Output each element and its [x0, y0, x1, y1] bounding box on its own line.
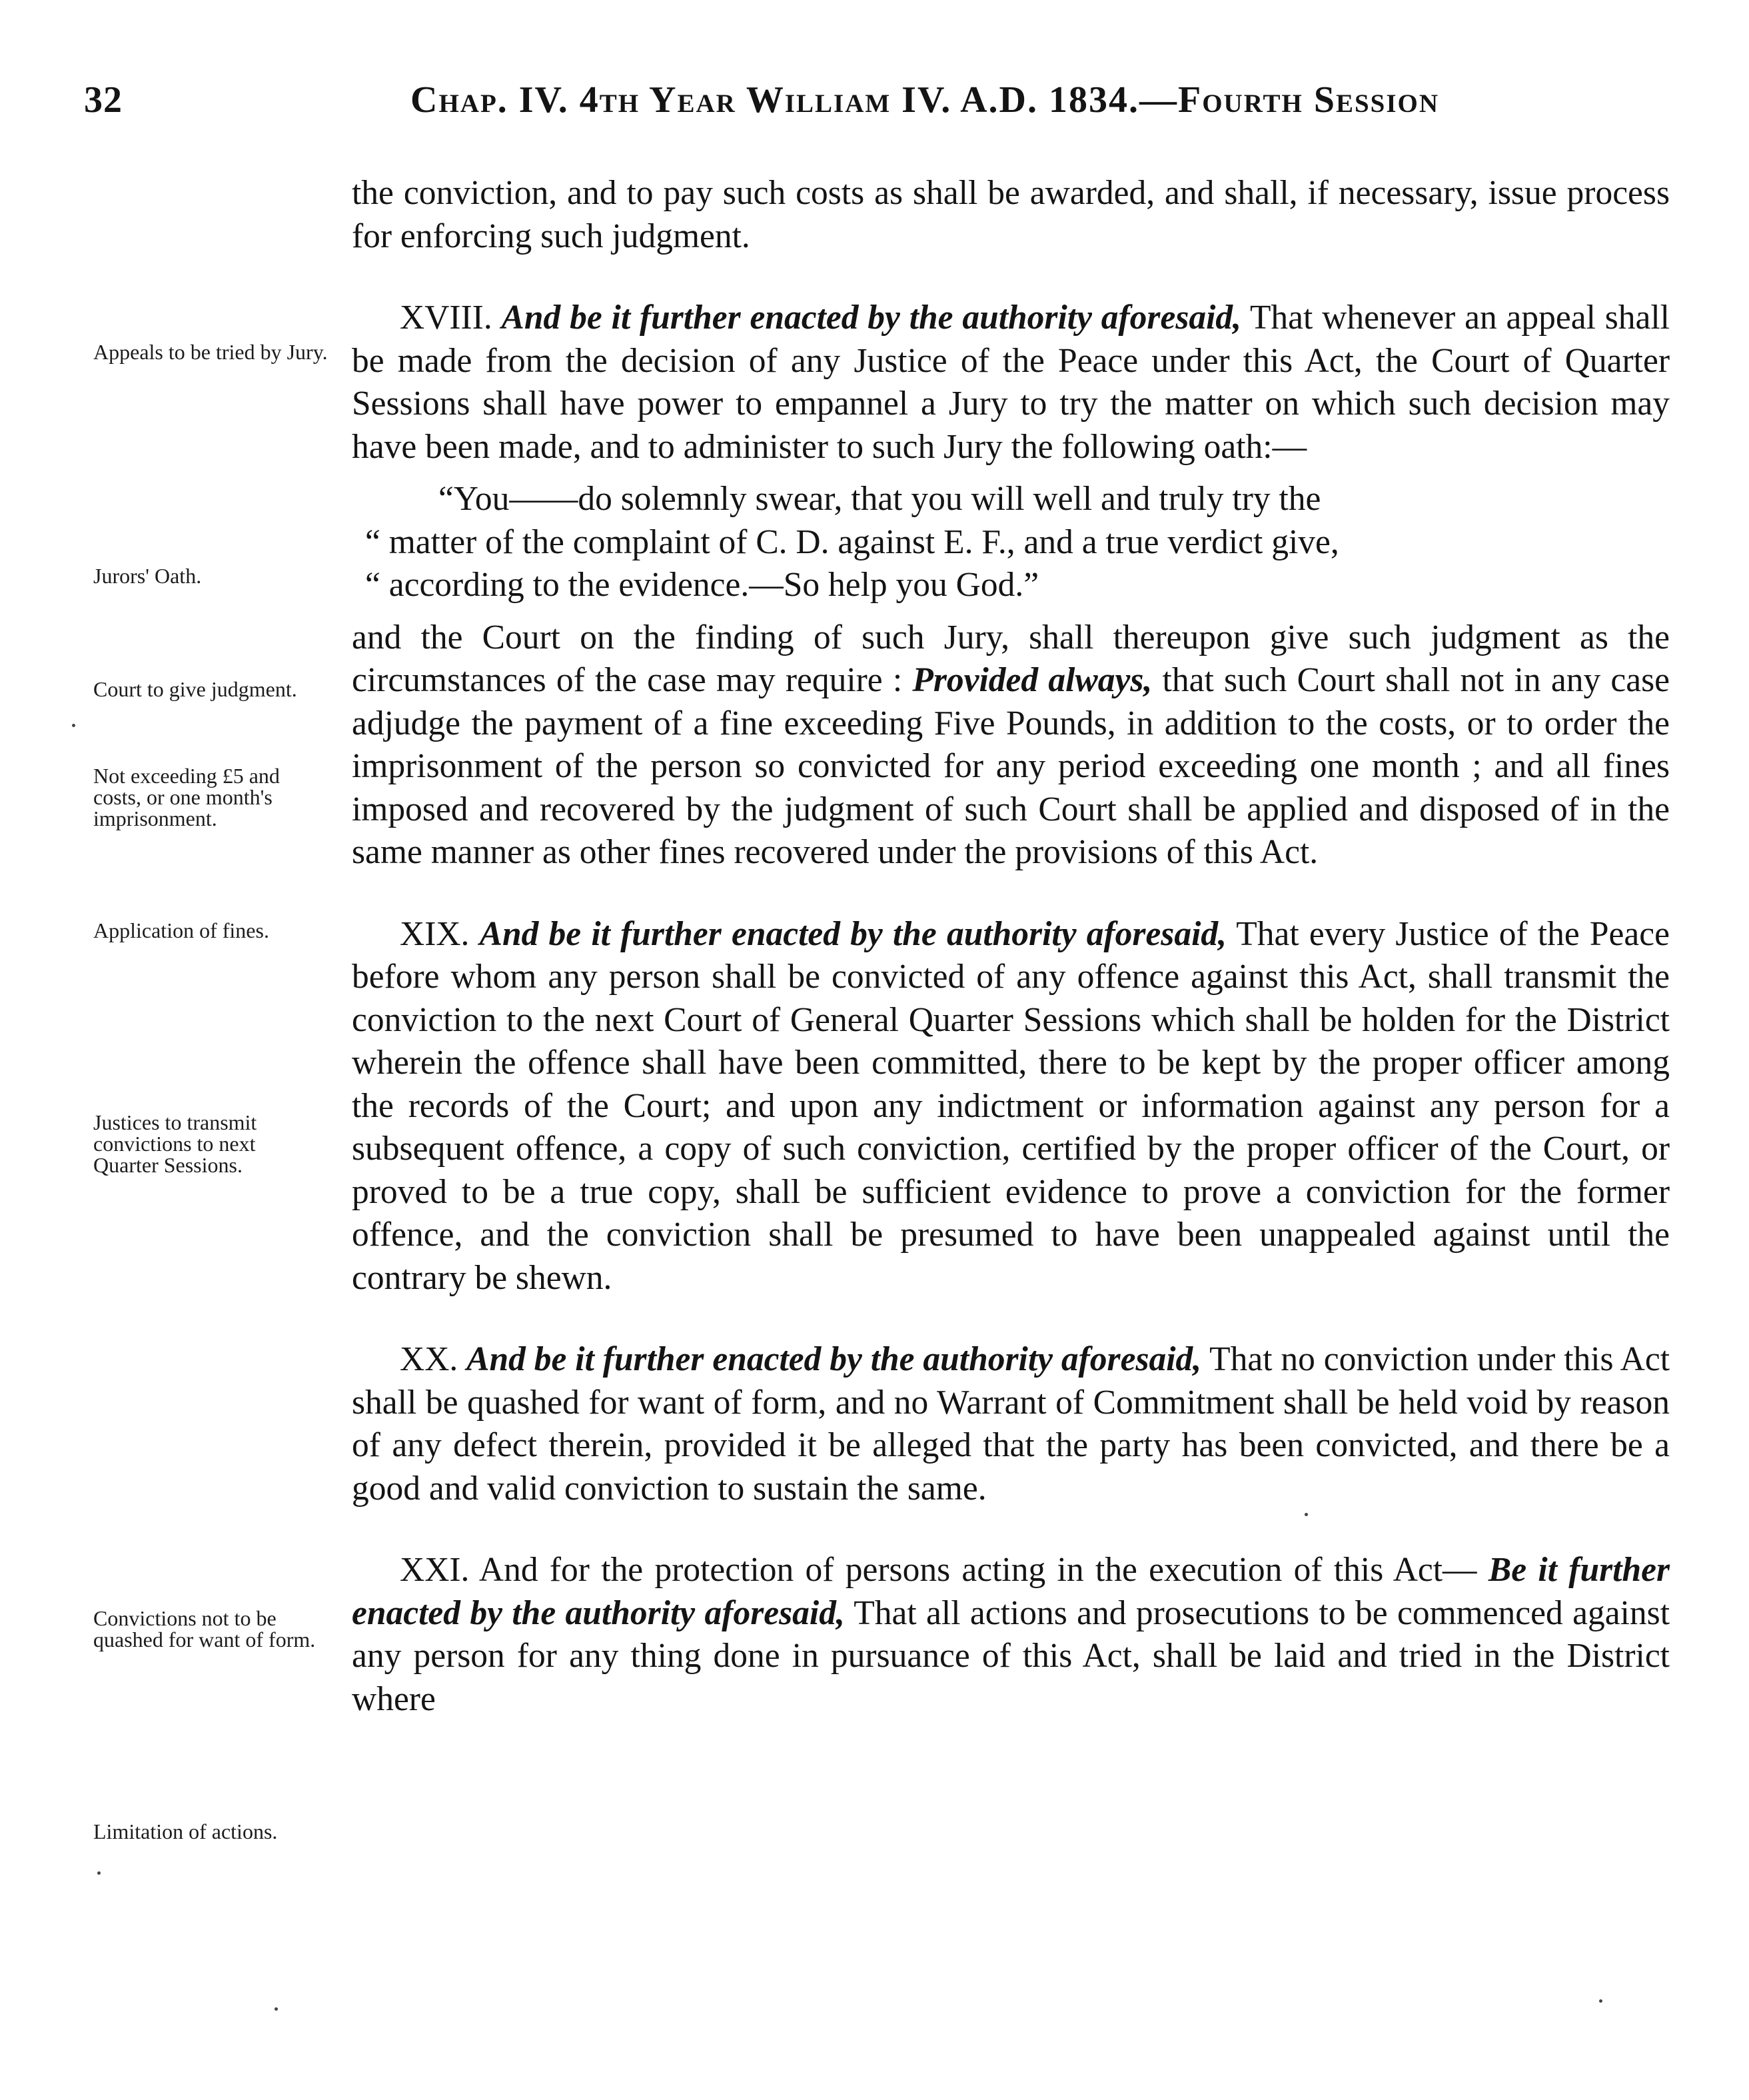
print-speck — [275, 2007, 278, 2011]
section-19-number: XIX. — [400, 914, 470, 953]
continuation-paragraph — [352, 172, 1670, 258]
oath-line-3: “ according to the evidence.—So help you God.” — [365, 566, 1039, 604]
print-speck — [72, 724, 75, 727]
margin-note-fine-limit: Not exceeding £5 and costs, or one month's imprisonment. — [93, 764, 280, 830]
margin-note-court-judgment: Court to give judgment. — [93, 677, 297, 701]
section-20-enacting: And be it further enacted by the authority aforesaid, — [466, 1340, 1202, 1378]
margin-note-limitation-actions: Limitation of actions. — [93, 1819, 278, 1843]
section-21 — [352, 1549, 1670, 1721]
section-20 — [352, 1338, 1670, 1510]
oath-line-1: “You——do solemnly swear, that you will well and truly try the — [438, 480, 1321, 518]
section-18-cont-text-b: that such Court shall not in any case adjudge the payment of a fine exceeding Five Pounds, in addition to the costs, or to order the imprisonment of the person so convicted for any period exceeding one month ; and all fines imposed and recovered by the judgment of such Court shall be applied and disposed of in the same manner as other fines recovered under the provisions of this Act. — [352, 661, 1670, 871]
margin-note-application-fines: Application of fines. — [93, 918, 269, 942]
section-20-number: XX. — [400, 1340, 458, 1378]
section-21-text-a: And for the protection of persons acting in the execution of this Act— — [478, 1551, 1477, 1589]
section-19-text: That every Justice of the Peace before whom any person shall be convicted of any offence against this Act, shall transmit the conviction to the next Court of General Quarter Sessions which shall be holden for the District wherein the offence shall have been committed, there to be kept by the proper officer among the records of the Court; and upon any indictment or information against any person for a subsequent offence, a copy of such conviction, certified by the proper officer of the Court, or proved to be a true copy, shall be sufficient evidence to prove a conviction for the former offence, and the conviction shall be presumed to have been unappealed against until the contrary be shewn. — [352, 914, 1670, 1297]
section-19-enacting: And be it further enacted by the authority aforesaid, — [479, 914, 1227, 953]
section-18-text: That whenever an appeal shall be made from the decision of any Justice of the Peace under this Act, the Court of Quarter Sessions shall have power to empannel a Jury to try the matter on which such decision may have been made, and to administer to such Jury the following oath:— — [352, 299, 1670, 466]
jurors-oath — [352, 478, 1670, 607]
main-text — [352, 172, 1670, 1721]
print-speck — [1305, 1513, 1308, 1516]
section-18 — [352, 297, 1670, 469]
section-19 — [352, 913, 1670, 1300]
section-18-continuation — [352, 616, 1670, 874]
page-number: 32 — [84, 79, 123, 121]
print-speck — [1599, 1999, 1602, 2003]
section-18-number: XVIII. — [400, 299, 492, 337]
margin-note-transmit-convictions: Justices to transmit convictions to next Quarter Sessions. — [93, 1110, 257, 1177]
section-18-enacting: And be it further enacted by the authority aforesaid, — [501, 299, 1242, 337]
oath-line-2: “ matter of the complaint of C. D. against E. F., and a true verdict give, — [365, 523, 1339, 561]
margin-note-appeals: Appeals to be tried by Jury. — [93, 340, 328, 364]
section-18-proviso: Provided always, — [912, 661, 1153, 699]
section-21-text-b: That all actions and prosecutions to be commenced against any person for any thing done in pursuance of this Act, shall be laid and tried in the District where — [352, 1593, 1670, 1718]
section-21-number: XXI. — [400, 1551, 470, 1589]
margin-note-not-quashed: Convictions not to be quashed for want of form. — [93, 1606, 316, 1651]
continuation-text: the conviction, and to pay such costs as shall be awarded, and shall, if necessary, issue process for enforcing such judgment. — [352, 174, 1670, 255]
running-head-title: Chap. IV. 4th Year William IV. A.D. 1834.—Fourth Session — [410, 79, 1440, 121]
print-speck — [97, 1871, 101, 1875]
section-18-cont-text-a: and the Court on the finding of such Jury, shall thereupon give such judgment as the circumstances of the case may require : — [352, 618, 1670, 699]
section-20-text: That no conviction under this Act shall be quashed for want of form, and no Warrant of Commitment shall be held void by reason of any defect therein, provided it be alleged that the party has been convicted, and there be a good and valid conviction to sustain the same. — [352, 1340, 1670, 1508]
running-head — [84, 79, 1670, 132]
section-21-enacting: Be it further enacted by the authority aforesaid, — [352, 1551, 1670, 1632]
margin-note-jurors-oath: Jurors' Oath. — [93, 564, 202, 588]
